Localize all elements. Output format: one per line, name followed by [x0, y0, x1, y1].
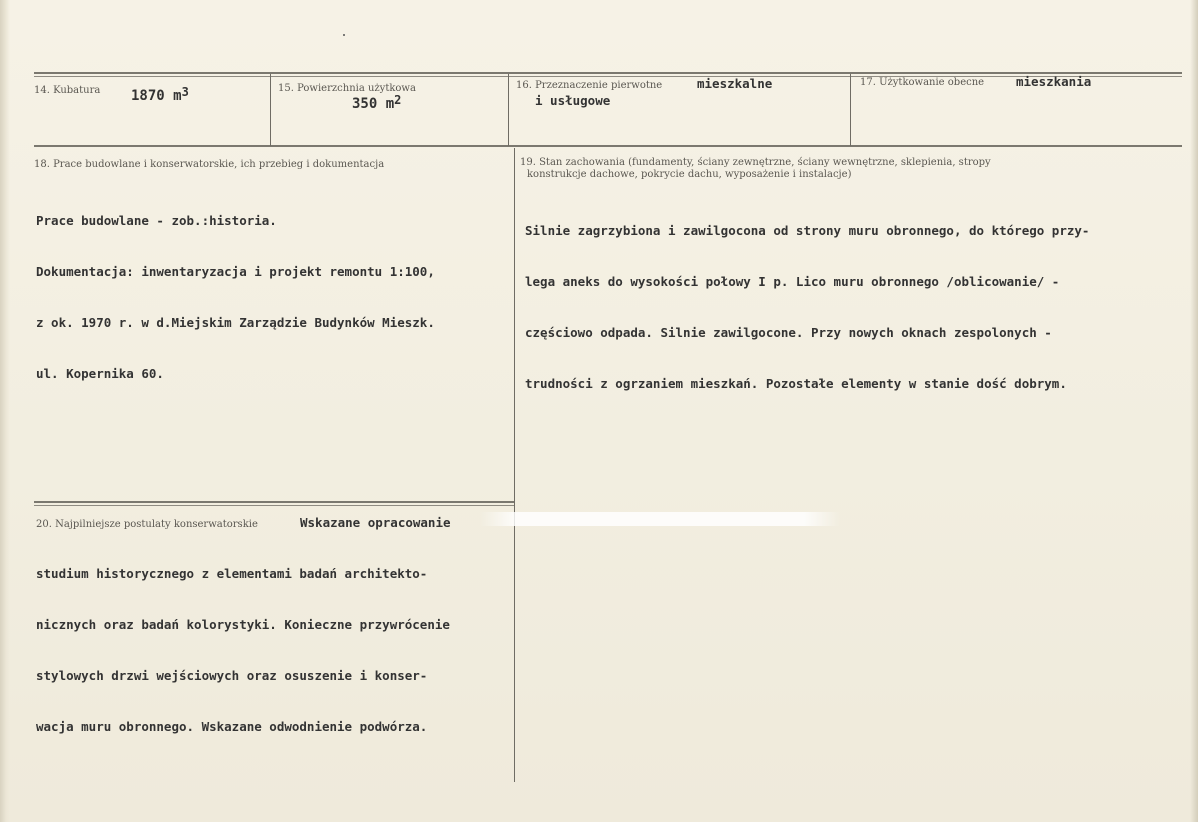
field-19-line: częściowo odpada. Silnie zawilgocone. Przy nowych oknach zespolonych - — [525, 325, 1052, 340]
top-row-upper-rule-2 — [34, 76, 1182, 77]
field-20-line: stylowych drzwi wejściowych oraz osuszenie i konser- — [36, 668, 428, 683]
field-19-line: lega aneks do wysokości połowy I p. Lico muru obronnego /oblicowanie/ - — [525, 274, 1060, 289]
ink-speck — [343, 34, 345, 36]
field-20-label: 20. Najpilniejsze postulaty konserwatorskie — [36, 519, 258, 530]
card-edge-right — [1190, 0, 1198, 822]
field-18-text — [36, 178, 435, 416]
field-17-label: 17. Użytkowanie obecne — [860, 77, 985, 88]
field-17-value: mieszkania — [1016, 74, 1092, 89]
top-row-lower-rule — [34, 145, 1182, 147]
field-20-line: studium historycznego z elementami badań architekto- — [36, 566, 428, 581]
field-16-value-line1: mieszkalne — [697, 76, 773, 91]
field-14-value — [131, 85, 189, 104]
field-15-value-text: 350 m — [352, 96, 395, 112]
field-20-upper-rule — [34, 501, 514, 503]
divider-16-17 — [850, 74, 851, 146]
field-18-line: Prace budowlane - zob.:historia. — [36, 213, 277, 228]
field-15-value — [352, 93, 402, 112]
top-row-upper-rule — [34, 72, 1182, 74]
field-14-unit-exponent: 3 — [181, 85, 189, 99]
divider-15-16 — [508, 74, 509, 146]
field-20-line: nicznych oraz badań kolorystyki. Konieczne przywrócenie — [36, 617, 450, 632]
field-16-value-line2: i usługowe — [535, 93, 611, 108]
field-20-upper-rule-2 — [34, 505, 514, 506]
field-18-label: 18. Prace budowlane i konserwatorskie, ich przebieg i dokumentacja — [34, 159, 385, 170]
main-column-divider — [514, 148, 515, 782]
field-20-first-line: Wskazane opracowanie — [300, 515, 451, 530]
field-19-line: Silnie zagrzybiona i zawilgocona od strony muru obronnego, do którego przy- — [525, 223, 1090, 238]
field-15-unit-exponent: 2 — [394, 93, 402, 107]
field-15-label: 15. Powierzchnia użytkowa — [278, 83, 416, 94]
field-18-line: ul. Kopernika 60. — [36, 366, 164, 381]
field-20-line: wacja muru obronnego. Wskazane odwodnienie podwórza. — [36, 719, 428, 734]
field-14-label: 14. Kubatura — [34, 85, 101, 96]
field-20-text — [36, 531, 450, 769]
field-19-label-line2: konstrukcje dachowe, pokrycie dachu, wyposażenie i instalacje) — [527, 169, 852, 180]
field-14-value-text: 1870 m — [131, 88, 182, 104]
card-edge-left — [0, 0, 10, 822]
field-19-label-line1: 19. Stan zachowania (fundamenty, ściany zewnętrzne, ściany wewnętrzne, sklepienia, stropy — [520, 157, 991, 168]
field-18-line: z ok. 1970 r. w d.Miejskim Zarządzie Budynków Mieszk. — [36, 315, 435, 330]
field-19-line: trudności z ogrzaniem mieszkań. Pozostałe elementy w stanie dość dobrym. — [525, 376, 1067, 391]
erased-text-smudge — [480, 512, 840, 526]
field-19-text — [525, 188, 1089, 426]
field-16-label: 16. Przeznaczenie pierwotne — [516, 80, 663, 91]
divider-14-15 — [270, 74, 271, 146]
field-18-line: Dokumentacja: inwentaryzacja i projekt remontu 1:100, — [36, 264, 435, 279]
